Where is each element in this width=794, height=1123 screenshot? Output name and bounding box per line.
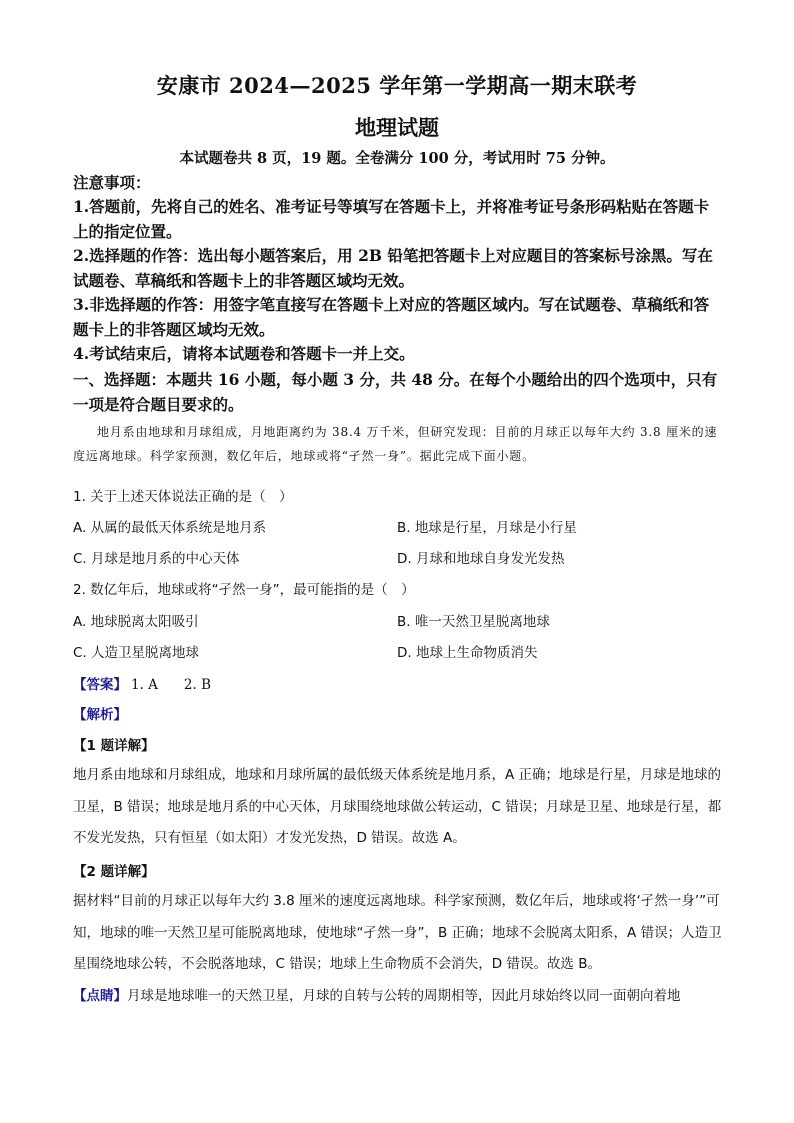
point-label: 【点睛】 [73,988,127,1004]
notice-heading: 注意事项： [73,173,151,192]
q1-detail-text [73,760,723,855]
question-2-option-c: C. 人造卫星脱离地球 [73,645,200,661]
notice-item: 4.考试结束后，请将本试题卷和答题卡一并上交。 [73,344,415,363]
point-text: 月球是地球唯一的天然卫星，月球的自转与公转的周期相等，因此月球始终以同一面朝向着地 [127,988,681,1004]
question-1-option-c: C. 月球是地月系的中心天体 [73,551,240,567]
question-2-stem: 2. 数亿年后，地球或将“孑然一身”，最可能指的是（ ） [73,582,415,598]
notice-item: 1.答题前，先将自己的姓名、准考证号等填写在答题卡上，并将准考证号条形码粘贴在答题卡上的指定位置。 [73,197,710,241]
question-1-option-d: D. 月球和地球自身发光发热 [397,551,565,567]
point-note [73,981,723,1013]
answer-value: 1. A [131,677,158,693]
question-2-option-b: B. 唯一天然卫星脱离地球 [397,614,550,630]
question-2-option-a: A. 地球脱离太阳吸引 [73,614,199,630]
section-heading: 一、选择题：本题共 16 小题，每小题 3 分，共 48 分。在每个小题给出的四个选项中，只有一项是符合题目要求的。 [73,370,718,414]
exam-intro: 本试题卷共 8 页，19 题。全卷满分 100 分，考试用时 75 分钟。 [179,150,615,167]
question-1-option-a: A. 从属的最低天体系统是地月系 [73,520,267,536]
q2-detail-paragraph: 据材料“目前的月球正以每年大约 3.8 厘米的速度远离地球。科学家预测，数亿年后，地球或将‘孑然一身’”可知，地球的唯一天然卫星可能脱离地球，使地球“孑然一身”，B 正确；地球不会脱离太阳系，A 错误；人造卫星围绕地球公转，不会脱落地球，C 错误；地球上生命物质不会消失，D 错误。故选 B。 [73,893,722,972]
question-material [73,420,723,468]
question-2-option-d: D. 地球上生命物质消失 [397,645,538,661]
page-subtitle: 地理试题 [355,115,439,140]
answer-line [73,673,211,693]
q2-detail-text [73,886,723,981]
notice-item: 2.选择题的作答：选出每小题答案后，用 2B 铅笔把答题卡上对应题目的答案标号涂黑。写在试题卷、草稿纸和答题卡上的非答题区域均无效。 [73,246,713,290]
question-1-stem: 1. 关于上述天体说法正确的是（ ） [73,489,293,505]
page-title: 安康市 2024—2025 学年第一学期高一期末联考 [156,73,638,98]
notice-list [73,195,723,367]
material-text: 地月系由地球和月球组成，月地距离约为 38.4 万千米，但研究发现：目前的月球正以每年大约 3.8 厘米的速度远离地球。科学家预测，数亿年后，地球或将“孑然一身”。据此完成下面小题。 [73,425,718,463]
answer-label: 【答案】 [73,677,127,693]
answer-value: 2. B [183,677,212,693]
q2-detail-heading: 【2 题详解】 [73,864,155,880]
question-1-option-b: B. 地球是行星，月球是小行星 [397,520,577,536]
q1-detail-paragraph: 地月系由地球和月球组成，地球和月球所属的最低级天体系统是地月系，A 正确；地球是行星，月球是地球的卫星，B 错误；地球是地月系的中心天体，月球围绕地球做公转运动，C 错误；月球是卫星、地球是行星，都不发光发热，只有恒星（如太阳）才发光发热，D 错误。故选 A。 [73,767,722,846]
notice-item: 3.非选择题的作答：用签字笔直接写在答题卡上对应的答题区域内。写在试题卷、草稿纸和答题卡上的非答题区域均无效。 [73,295,710,339]
analysis-label: 【解析】 [73,707,127,723]
q1-detail-heading: 【1 题详解】 [73,738,155,754]
